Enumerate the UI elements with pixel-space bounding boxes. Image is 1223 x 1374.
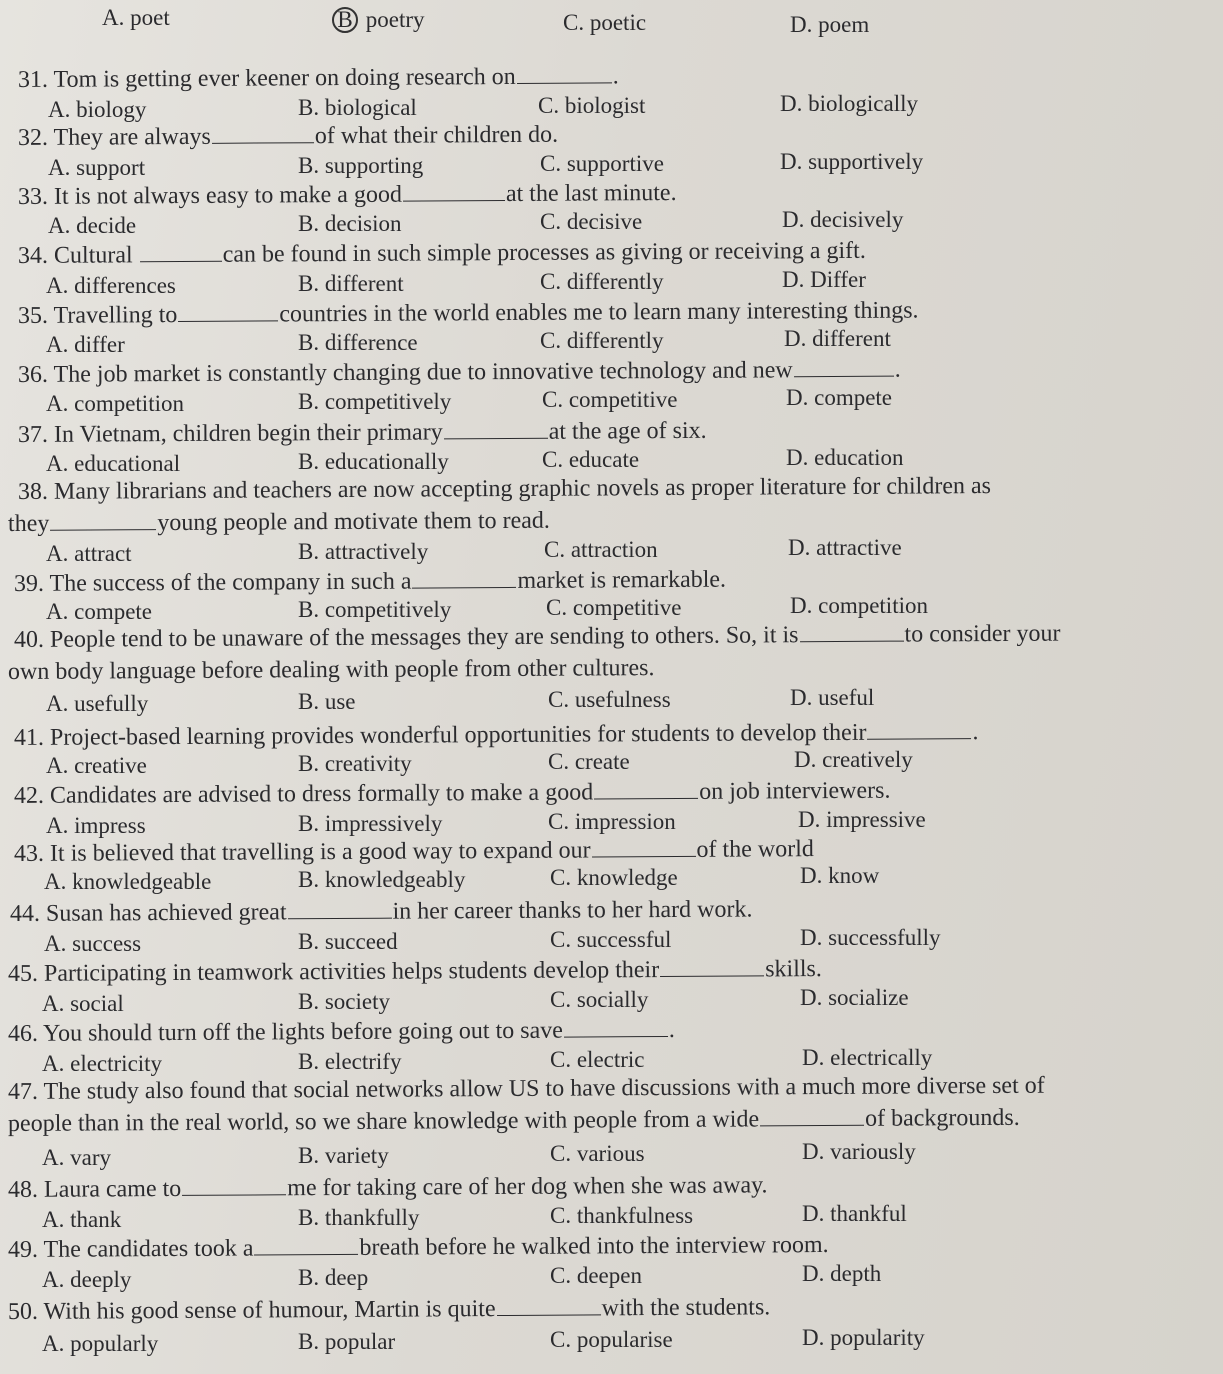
stem-text: 41. Project-based learning provides wonderful opportunities for students to develop their: [13, 719, 867, 751]
question-36-option-d[interactable]: D. compete: [786, 385, 893, 410]
answer-blank[interactable]: [403, 180, 505, 202]
question-33-stem: [18, 179, 677, 211]
q30-option-d: D. poem: [790, 12, 870, 37]
answer-blank[interactable]: [564, 1016, 668, 1038]
question-45-option-d[interactable]: D. socialize: [800, 985, 909, 1010]
question-46-option-c[interactable]: C. electric: [550, 1047, 645, 1072]
question-40-option-d[interactable]: D. useful: [790, 685, 875, 710]
question-41-option-d[interactable]: D. creatively: [794, 747, 913, 772]
q30-option-b: B poetry: [336, 6, 425, 34]
stem-text: countries in the world enables me to learn many interesting things.: [279, 297, 919, 328]
question-43-option-d[interactable]: D. know: [800, 863, 880, 888]
question-40-option-b[interactable]: B. use: [298, 689, 356, 714]
question-43-option-a[interactable]: A. knowledgeable: [44, 869, 212, 894]
question-50-option-d[interactable]: D. popularity: [802, 1325, 925, 1350]
stem-text: they: [7, 510, 50, 537]
stem-text: 37. In Vietnam, children begin their primary: [17, 419, 443, 448]
stem-text: with the students.: [601, 1294, 771, 1322]
question-40-stem-continued: [8, 654, 655, 686]
question-34-option-c[interactable]: C. differently: [540, 269, 664, 294]
q30-option-a: A. poet: [102, 5, 170, 30]
stem-text: of backgrounds.: [865, 1104, 1020, 1132]
question-36-option-b[interactable]: B. competitively: [298, 389, 452, 414]
stem-text: market is remarkable.: [517, 566, 727, 594]
question-46-option-b[interactable]: B. electrify: [298, 1049, 402, 1074]
answer-blank[interactable]: [140, 241, 222, 263]
answer-blank[interactable]: [867, 718, 971, 740]
question-47-option-d[interactable]: D. variously: [802, 1139, 916, 1164]
answer-blank[interactable]: [517, 62, 612, 84]
question-45-option-c[interactable]: C. socially: [550, 987, 649, 1012]
stem-text: 32. They are always: [17, 123, 211, 151]
question-48-option-b[interactable]: B. thankfully: [298, 1205, 420, 1230]
question-43-option-c[interactable]: C. knowledge: [550, 865, 678, 890]
question-35-option-c[interactable]: C. differently: [540, 328, 664, 353]
stem-text: .: [972, 719, 979, 746]
answer-blank[interactable]: [50, 509, 156, 531]
question-34-option-b[interactable]: B. different: [298, 271, 404, 296]
answer-blank[interactable]: [594, 778, 698, 800]
answer-blank[interactable]: [591, 836, 695, 858]
question-39-option-d[interactable]: D. competition: [790, 593, 928, 618]
question-44-option-a[interactable]: A. success: [44, 931, 142, 956]
question-33-option-a[interactable]: A. decide: [48, 213, 137, 238]
question-49-option-b[interactable]: B. deep: [298, 1265, 369, 1290]
stem-text: of the world: [696, 836, 814, 863]
stem-text: at the age of six.: [548, 417, 707, 445]
question-49-option-d[interactable]: D. depth: [802, 1261, 882, 1286]
stem-text: in her career thanks to her hard work.: [392, 896, 753, 925]
question-44-option-d[interactable]: D. successfully: [800, 925, 941, 950]
question-38-stem-continued: [8, 507, 550, 538]
answer-blank[interactable]: [760, 1105, 864, 1127]
stem-text: 47. The study also found that social networks allow US to have discussions with a much more diverse set of: [7, 1072, 1045, 1105]
question-47-option-c[interactable]: C. various: [550, 1141, 645, 1166]
question-47-stem-continued: [8, 1104, 1020, 1138]
question-43-option-b[interactable]: B. knowledgeably: [298, 867, 466, 892]
question-38-stem: [18, 472, 991, 506]
question-31-option-b[interactable]: B. biological: [298, 95, 417, 120]
stem-text: 38. Many librarians and teachers are now accepting graphic novels as proper literature for children as: [17, 473, 991, 505]
stem-text: 34. Cultural: [17, 242, 139, 269]
stem-text: 50. With his good sense of humour, Martin is quite: [7, 1296, 496, 1325]
question-38-option-a[interactable]: A. attract: [46, 541, 132, 566]
question-49-stem: [8, 1231, 829, 1264]
question-37-option-c[interactable]: C. educate: [542, 447, 640, 472]
stem-text: 48. Laura came to: [7, 1175, 182, 1203]
question-44-option-c[interactable]: C. successful: [550, 927, 672, 952]
question-34-option-a[interactable]: A. differences: [46, 273, 176, 298]
stem-text: young people and motivate them to read.: [157, 507, 550, 537]
answer-blank[interactable]: [254, 1234, 358, 1256]
question-42-option-b[interactable]: B. impressively: [298, 811, 443, 836]
question-45-option-a[interactable]: A. social: [42, 991, 124, 1016]
question-35-option-a[interactable]: A. differ: [46, 332, 125, 357]
stem-text: of what their children do.: [314, 121, 559, 150]
stem-text: .: [668, 1016, 675, 1043]
question-44-option-b[interactable]: B. succeed: [298, 929, 398, 954]
question-48-option-c[interactable]: C. thankfulness: [550, 1203, 694, 1228]
answer-blank[interactable]: [444, 418, 548, 440]
q30-option-c: C. poetic: [563, 10, 647, 35]
answer-blank[interactable]: [660, 955, 764, 977]
question-47-option-a[interactable]: A. vary: [42, 1145, 111, 1170]
question-32-option-d[interactable]: D. supportively: [780, 149, 924, 174]
stem-text: skills.: [765, 956, 822, 983]
question-42-stem: [14, 777, 891, 810]
question-37-option-a[interactable]: A. educational: [46, 451, 181, 476]
stem-text: people than in the real world, so we share knowledge with people from a wide: [7, 1106, 760, 1137]
question-40-option-a[interactable]: A. usefully: [46, 691, 149, 716]
question-38-option-c[interactable]: C. attraction: [544, 537, 658, 562]
question-46-option-d[interactable]: D. electrically: [802, 1045, 933, 1070]
stem-text: on job interviewers.: [699, 777, 891, 805]
question-37-option-b[interactable]: B. educationally: [298, 449, 449, 474]
question-31-stem: [18, 62, 619, 94]
stem-text: 49. The candidates took a: [7, 1235, 254, 1263]
question-33-option-d[interactable]: D. decisively: [782, 207, 904, 232]
question-43-stem: [14, 835, 814, 868]
question-48-stem: [8, 1171, 768, 1204]
question-35-option-d[interactable]: D. different: [784, 326, 891, 351]
answer-blank[interactable]: [178, 300, 278, 322]
question-32-stem: [18, 121, 558, 152]
stem-text: can be found in such simple processes as giving or receiving a gift.: [222, 237, 866, 268]
question-39-option-c[interactable]: C. competitive: [546, 595, 682, 620]
question-37-option-d[interactable]: D. education: [786, 445, 904, 470]
answer-blank[interactable]: [212, 122, 314, 144]
question-42-option-d[interactable]: D. impressive: [798, 807, 926, 832]
stem-text: 36. The job market is constantly changing due to innovative technology and new: [17, 357, 793, 388]
question-31-option-d[interactable]: D. biologically: [780, 91, 918, 116]
question-34-option-d[interactable]: D. Differ: [782, 267, 866, 292]
stem-text: me for taking care of her dog when she was away.: [287, 1172, 768, 1202]
stem-text: .: [612, 63, 619, 90]
stem-text: 46. You should turn off the lights before going out to save: [7, 1017, 563, 1047]
stem-text: .: [894, 356, 901, 383]
question-50-option-a[interactable]: A. popularly: [42, 1331, 159, 1356]
answer-blank[interactable]: [412, 567, 516, 589]
question-33-option-c[interactable]: C. decisive: [540, 209, 643, 234]
answer-blank[interactable]: [799, 621, 903, 643]
question-49-option-a[interactable]: A. deeply: [42, 1267, 132, 1292]
question-41-option-b[interactable]: B. creativity: [298, 751, 412, 776]
question-42-option-c[interactable]: C. impression: [548, 809, 676, 834]
question-35-option-b[interactable]: B. difference: [298, 330, 418, 355]
question-50-stem: [8, 1293, 770, 1326]
question-36-stem: [18, 356, 901, 389]
stem-text: 40. People tend to be unaware of the messages they are sending to others. So, it is: [13, 622, 799, 653]
stem-text: 39. The success of the company in such a: [13, 568, 412, 597]
question-40-stem: [14, 620, 1061, 654]
question-46-option-a[interactable]: A. electricity: [42, 1051, 163, 1076]
answer-blank[interactable]: [794, 356, 894, 378]
question-32-option-a[interactable]: A. support: [48, 155, 146, 180]
stem-text: 44. Susan has achieved great: [9, 899, 287, 927]
question-33-option-b[interactable]: B. decision: [298, 211, 402, 236]
question-38-option-d[interactable]: D. attractive: [788, 535, 902, 560]
question-40-option-c[interactable]: C. usefulness: [548, 687, 671, 712]
question-45-stem: [8, 955, 822, 988]
stem-text: to consider your: [904, 620, 1061, 648]
question-46-stem: [8, 1016, 675, 1048]
stem-text: 35. Travelling to: [17, 302, 178, 329]
question-34-stem: [18, 237, 866, 270]
q30-answer-circle: B: [332, 7, 358, 33]
question-41-option-a[interactable]: A. creative: [46, 753, 147, 778]
question-36-option-c[interactable]: C. competitive: [542, 387, 678, 412]
answer-blank[interactable]: [496, 1294, 600, 1316]
question-45-option-b[interactable]: B. society: [298, 989, 390, 1014]
stem-text: at the last minute.: [505, 179, 677, 208]
stem-text: 45. Participating in teamwork activities helps students develop their: [7, 957, 660, 987]
question-32-option-c[interactable]: C. supportive: [540, 151, 664, 176]
stem-text: own body language before dealing with people from other cultures.: [7, 655, 655, 685]
question-49-option-c[interactable]: C. deepen: [550, 1263, 642, 1288]
question-47-stem: [8, 1072, 1045, 1106]
question-50-option-c[interactable]: C. popularise: [550, 1327, 673, 1352]
stem-text: 43. It is believed that travelling is a good way to expand our: [13, 837, 591, 867]
stem-text: 33. It is not always easy to make a good: [17, 181, 402, 210]
stem-text: 42. Candidates are advised to dress formally to make a good: [13, 779, 594, 809]
question-39-option-b[interactable]: B. competitively: [298, 597, 452, 622]
stem-text: 31. Tom is getting ever keener on doing research on: [17, 63, 516, 93]
question-37-stem: [18, 417, 707, 449]
stem-text: breath before he walked into the interview room.: [359, 1231, 829, 1261]
question-48-option-a[interactable]: A. thank: [42, 1207, 122, 1232]
question-48-option-d[interactable]: D. thankful: [802, 1201, 907, 1226]
question-39-option-a[interactable]: A. compete: [46, 599, 153, 624]
question-42-option-a[interactable]: A. impress: [46, 813, 146, 838]
question-31-option-c[interactable]: C. biologist: [538, 93, 646, 118]
question-41-option-c[interactable]: C. create: [548, 749, 630, 774]
question-50-option-b[interactable]: B. popular: [298, 1329, 396, 1354]
question-44-stem: [10, 895, 753, 928]
question-38-option-b[interactable]: B. attractively: [298, 539, 429, 564]
question-47-option-b[interactable]: B. variety: [298, 1143, 389, 1168]
question-36-option-a[interactable]: A. competition: [46, 391, 184, 416]
question-32-option-b[interactable]: B. supporting: [298, 153, 424, 178]
answer-blank[interactable]: [182, 1174, 286, 1196]
answer-blank[interactable]: [287, 898, 391, 920]
question-31-option-a[interactable]: A. biology: [48, 97, 147, 122]
